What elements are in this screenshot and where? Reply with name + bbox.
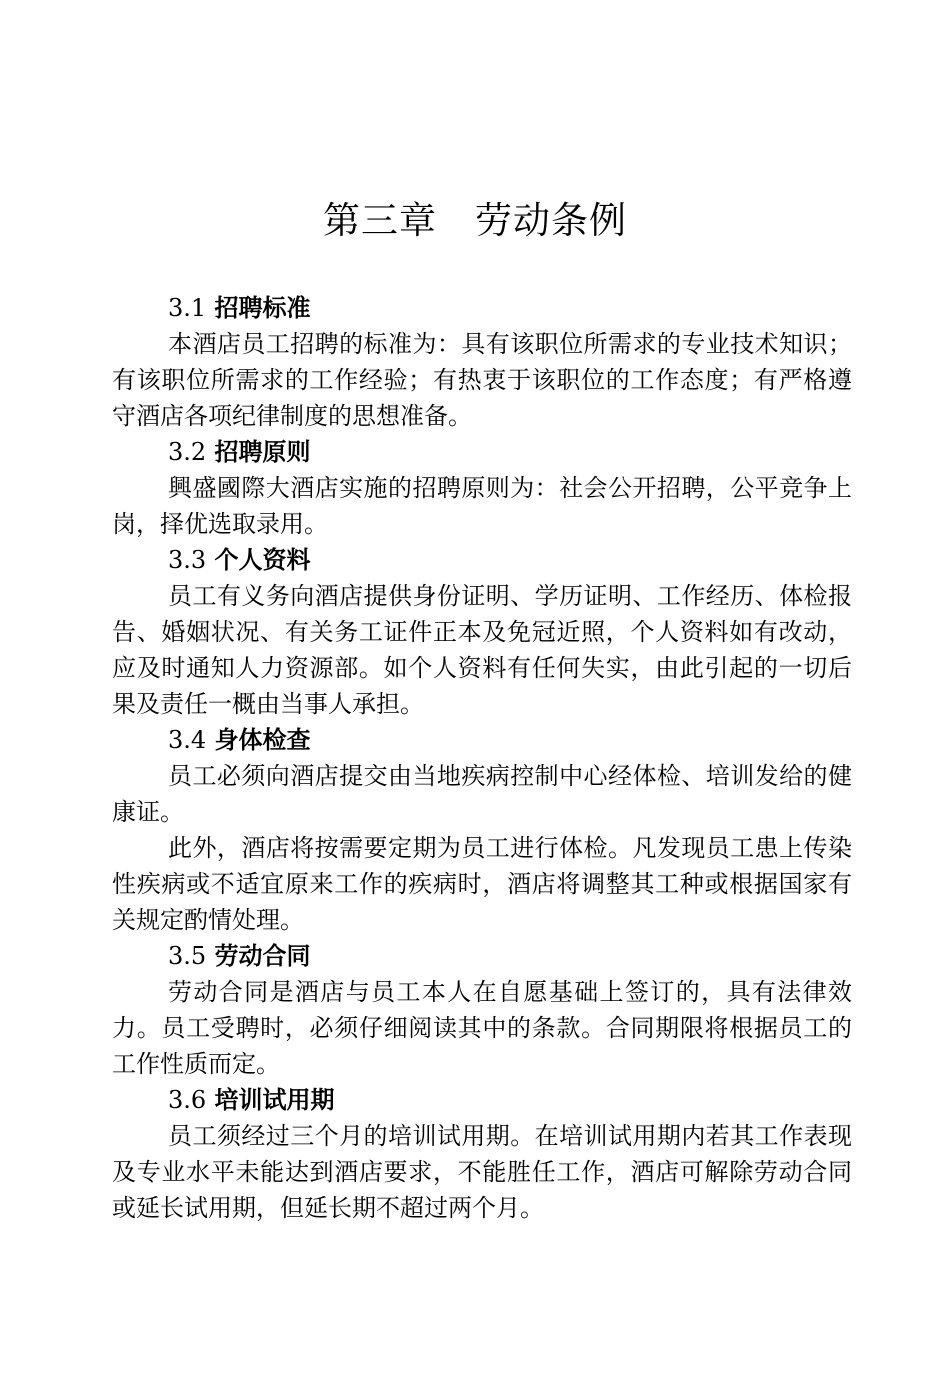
paragraph: 劳动合同是酒店与员工本人在自愿基础上签订的，具有法律效力。员工受聘时，必须仔细阅读其中的条款。合同期限将根据员工的工作性质而定。 — [112, 978, 852, 1078]
section-title: 招聘标准 — [214, 293, 311, 322]
section-3-6 — [112, 1082, 852, 1226]
paragraph: 興盛國際大酒店实施的招聘原则为：社会公开招聘，公平竞争上岗，择优选取录用。 — [112, 474, 852, 538]
document-body — [112, 290, 852, 1226]
paragraph: 本酒店员工招聘的标准为：具有该职位所需求的专业技术知识；有该职位所需求的工作经验；有热衷于该职位的工作态度；有严格遵守酒店各项纪律制度的思想准备。 — [112, 330, 852, 430]
paragraph: 员工须经过三个月的培训试用期。在培训试用期内若其工作表现及专业水平未能达到酒店要求，不能胜任工作，酒店可解除劳动合同或延长试用期，但延长期不超过两个月。 — [112, 1122, 852, 1222]
paragraph: 员工有义务向酒店提供身份证明、学历证明、工作经历、体检报告、婚姻状况、有关务工证件正本及免冠近照，个人资料如有改动，应及时通知人力资源部。如个人资料有任何失实，由此引起的一切后果及责任一概由当事人承担。 — [112, 582, 852, 718]
section-title: 身体检查 — [214, 725, 311, 754]
section-title: 劳动合同 — [214, 941, 311, 970]
section-number: 3.3 — [168, 546, 207, 574]
section-number: 3.1 — [168, 294, 207, 322]
section-3-5 — [112, 938, 852, 1082]
section-3-3 — [112, 542, 852, 722]
section-heading — [112, 542, 852, 578]
paragraph: 员工必须向酒店提交由当地疾病控制中心经体检、培训发给的健康证。 — [112, 762, 852, 826]
section-number: 3.2 — [168, 438, 207, 466]
paragraph: 此外，酒店将按需要定期为员工进行体检。凡发现员工患上传染性疾病或不适宜原来工作的疾病时，酒店将调整其工种或根据国家有关规定酌情处理。 — [112, 834, 852, 934]
section-3-2 — [112, 434, 852, 542]
section-heading — [112, 434, 852, 470]
section-heading — [112, 1082, 852, 1118]
section-number: 3.4 — [168, 726, 207, 754]
section-title: 个人资料 — [214, 545, 311, 574]
section-heading — [112, 938, 852, 974]
section-heading — [112, 722, 852, 758]
section-3-1 — [112, 290, 852, 434]
section-number: 3.6 — [168, 1086, 207, 1114]
section-3-4 — [112, 722, 852, 938]
section-number: 3.5 — [168, 942, 207, 970]
section-title: 招聘原则 — [214, 437, 311, 466]
section-title: 培训试用期 — [214, 1085, 335, 1114]
section-heading — [112, 290, 852, 326]
chapter-title: 第三章 劳动条例 — [323, 199, 627, 242]
